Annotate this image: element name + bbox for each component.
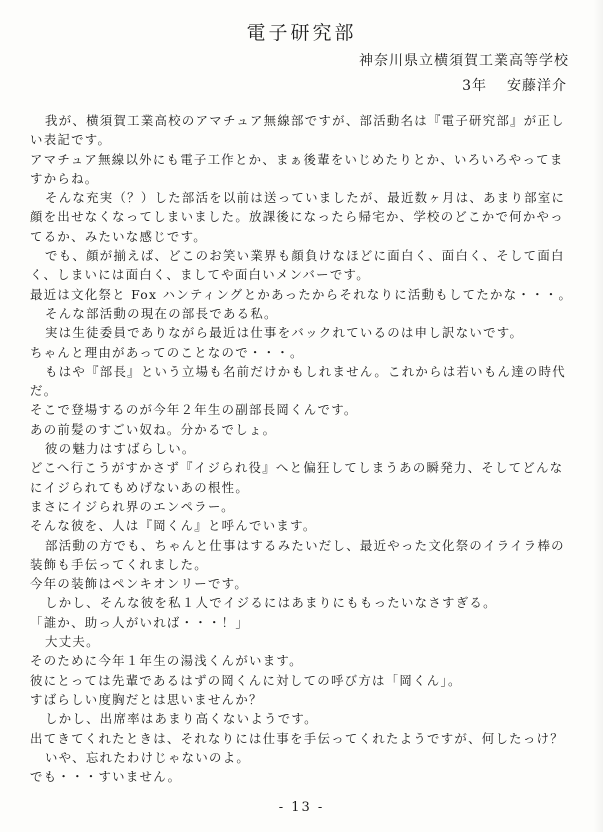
text-line: 実は生徒委員でありながら最近は仕事をバックれているのは申し訳ないです。 bbox=[45, 325, 524, 341]
text-line: そんな彼を、人は『岡くん』と呼んでいます。 bbox=[30, 518, 317, 534]
text-line: にイジられてもめげないあの根性。 bbox=[30, 479, 250, 495]
text-line: いや、忘れたわけじゃないのよ。 bbox=[45, 749, 251, 765]
text-line: 大丈夫。 bbox=[45, 634, 100, 650]
text-line: でも・・・すいません。 bbox=[30, 769, 182, 785]
page-number: - 13 - bbox=[278, 800, 325, 815]
text-line: 彼にとっては先輩であるはずの岡くんに対しての呼び方は「岡くん」。 bbox=[30, 672, 462, 688]
text-line: ちゃんと理由があってのことなので・・・。 bbox=[30, 344, 304, 360]
text-line: 出てきてくれたときは、それなりには仕事を手伝ってくれたようですが、何したっけ？ bbox=[30, 730, 564, 746]
text-line: すからね。 bbox=[30, 170, 99, 186]
text-line: そんな充実（？）した部活を以前は送っていましたが、最近数ヶ月は、あまり部室に bbox=[45, 190, 566, 206]
text-line: すばらしい度胸だとは思いませんか？ bbox=[30, 691, 263, 707]
text-line: でも、顔が揃えば、どこのお笑い業界も顔負けなほどに面白く、面白く、そして面白 bbox=[45, 248, 565, 264]
text-line: しかし、そんな彼を私１人でイジるにはあまりにももったいなさすぎる。 bbox=[45, 595, 497, 611]
text-line: そんな部活動の現在の部長である私。 bbox=[45, 305, 278, 321]
text-line: そのために今年１年生の湯浅くんがいます。 bbox=[30, 653, 303, 669]
text-line: てるか、みたいな感じです。 bbox=[30, 228, 207, 244]
article-body bbox=[30, 111, 578, 786]
text-line: まさにイジられ界のエンペラー。 bbox=[30, 498, 235, 514]
school-name: 神奈川県立横須賀工業高等学校 bbox=[359, 53, 569, 69]
text-line: い表記です。 bbox=[30, 132, 112, 148]
text-line: 部活動の方でも、ちゃんと仕事はするみたいだし、最近やった文化祭のイライラ棒の bbox=[45, 537, 565, 553]
page-title: 電子研究部 bbox=[246, 22, 357, 44]
text-line: もはや『部長』という立場も名前だけかもしれません。これからは若いもん達の時代 bbox=[45, 363, 566, 379]
text-line: 顔を出せなくなってしまいました。放課後になったら帰宅か、学校のどこかで何かやっ bbox=[30, 209, 564, 225]
author-name: 安藤洋介 bbox=[507, 78, 567, 94]
author-grade: 3年 bbox=[462, 78, 487, 94]
author-line bbox=[462, 75, 567, 95]
text-line: しかし、出席率はあまり高くないようです。 bbox=[45, 711, 318, 727]
text-line: 最近は文化祭と Fox ハンティングとかあったからそれなりに活動もしてたかな・・・。 bbox=[30, 286, 573, 302]
text-line: そこで登場するのが今年２年生の副部長岡くんです。 bbox=[30, 402, 358, 418]
text-line: どこへ行こうがすかさず『イジられ役』へと偏狂してしまうあの瞬発力、そしてどんな bbox=[30, 460, 564, 476]
text-line: だ。 bbox=[30, 383, 58, 399]
page-edge-shadow bbox=[593, 0, 603, 832]
text-line: 今年の装飾はペンキオンリーです。 bbox=[30, 576, 249, 592]
text-line: 装飾も手伝ってくれました。 bbox=[30, 556, 208, 572]
text-line: アマチュア無線以外にも電子工作とか、まぁ後輩をいじめたりとか、いろいろやってま bbox=[30, 151, 564, 167]
text-line: 「誰か、助っ人がいれば・・・！」 bbox=[30, 614, 250, 630]
text-line: く、しまいには面白く、ましてや面白いメンバーです。 bbox=[30, 267, 370, 283]
text-line: 我が、横須賀工業高校のアマチュア無線部ですが、部活動名は『電子研究部』が正し bbox=[45, 113, 565, 128]
text-line: 彼の魅力はすばらしい。 bbox=[45, 441, 196, 457]
text-line: あの前髪のすごい奴ね。分かるでしょ。 bbox=[30, 421, 277, 437]
